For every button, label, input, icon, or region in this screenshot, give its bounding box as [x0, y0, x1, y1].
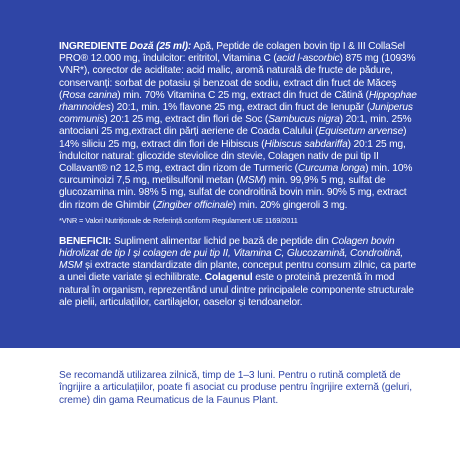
ingredient-latin-name: Rosa canina	[62, 89, 118, 101]
benefits-ingredients-italic: Colagen bovin hidrolizat de tip I și colagen de pui tip II, Vitamina C, Glucozamină, Condroitină, MSM	[59, 235, 404, 272]
ingredients-text: ) min. 99,9% 5 mg, sulfat de glucozamina min. 98% 5 mg, sulfat de condroitină bovin min. 90% 5 mg, extract din rizom de Ghimbir (	[59, 175, 407, 211]
ingredients-text: ) 20:1, min. 1% flavone 25 mg, extract din fruct de Ienupăr (	[110, 102, 370, 114]
ingredients-text: ) min. 70% Vitamina C 25 mg, extract din fruct de Cătină (	[117, 89, 369, 101]
ingredients-text: ) 14% siliciu 25 mg, extract din flori de Hibiscus (	[59, 126, 407, 150]
ingredient-latin-name: Sambucus nigra	[268, 114, 340, 126]
dose-label: Doză (25 ml):	[129, 41, 192, 52]
ingredients-heading: INGREDIENTE	[59, 41, 127, 52]
benefits-text: este o proteină prezentă în mod natural în organism, reprezentând unul dintre principalele componente structurale ale pielii, articulațiilor, cartilajelor, oaselor și tendoanelor.	[59, 272, 414, 308]
ingredients-text: ) 20:1, min. 25% antociani 25 mg,extract din părți aeriene de Coada Calului (	[59, 114, 412, 138]
ingredients-text: ) 875 mg (1093% VNR*), corector de aciditate: acid malic, aromă naturală de fructe de pădure, conservanți: sorbat de potasiu și benzoat de sodiu, extract din fruct de Măceș (	[59, 53, 416, 101]
ingredient-latin-name: Zingiber officinale	[155, 199, 233, 211]
ingredients-text: ) min. 20% gingeroli 3 mg.	[232, 199, 348, 211]
ingredient-latin-name: acid l-ascorbic	[276, 53, 340, 65]
ingredients-text: ) min. 10% curcuminoizi 7,5 mg, metilsulfonil metan (	[59, 163, 413, 187]
ingredient-latin-name: Hippophae rhamnoides	[59, 89, 417, 114]
benefits-text: Supliment alimentar lichid pe bază de peptide din	[111, 235, 332, 247]
ingredients-text: Apă, Peptide de colagen bovin tip I & III CollaSel PRO® 12.000 mg, îndulcitor: eritritol, Vitamina C (	[59, 41, 405, 65]
vnr-footnote: *VNR = Valori Nutriționale de Referință conform Regulament UE 1169/2011	[59, 215, 298, 225]
benefits-heading: BENEFICII:	[59, 235, 112, 247]
usage-section	[0, 348, 460, 460]
ingredients-text: ) 20:1 25 mg, îndulcitor natural: glicozide steviolice din stevie, Colagen nativ de pui tip II Collavant® n2 12,5 mg, extract din rizom de Turmeric (	[59, 138, 406, 175]
benefits-paragraph	[59, 236, 420, 309]
ingredient-latin-name: Curcuma longa	[297, 163, 366, 175]
ingredients-text: ) 20:1 25 mg, extract din flori de Soc (	[104, 114, 269, 126]
ingredient-latin-name: MSM	[239, 175, 263, 187]
ingredient-latin-name: Juniperus communis	[59, 102, 413, 126]
collagen-bold: Colagenul	[204, 272, 253, 284]
benefits-text: și extracte standardizate din plante, conceput pentru consum zilnic, ca parte a unei diete variate și echilibrate.	[59, 260, 417, 284]
ingredient-latin-name: Hibiscus sabdariffa	[264, 138, 348, 150]
usage-paragraph: Se recomandă utilizarea zilnică, timp de 1–3 luni. Pentru o rutină completă de îngrijire a articulațiilor, poate fi asociat cu produse pentru îngrijire externă (geluri, creme) din gama Reumaticus de la Faunus Plant.	[59, 370, 412, 406]
ingredient-latin-name: Equisetum arvense	[318, 126, 404, 138]
ingredients-paragraph	[59, 41, 420, 212]
